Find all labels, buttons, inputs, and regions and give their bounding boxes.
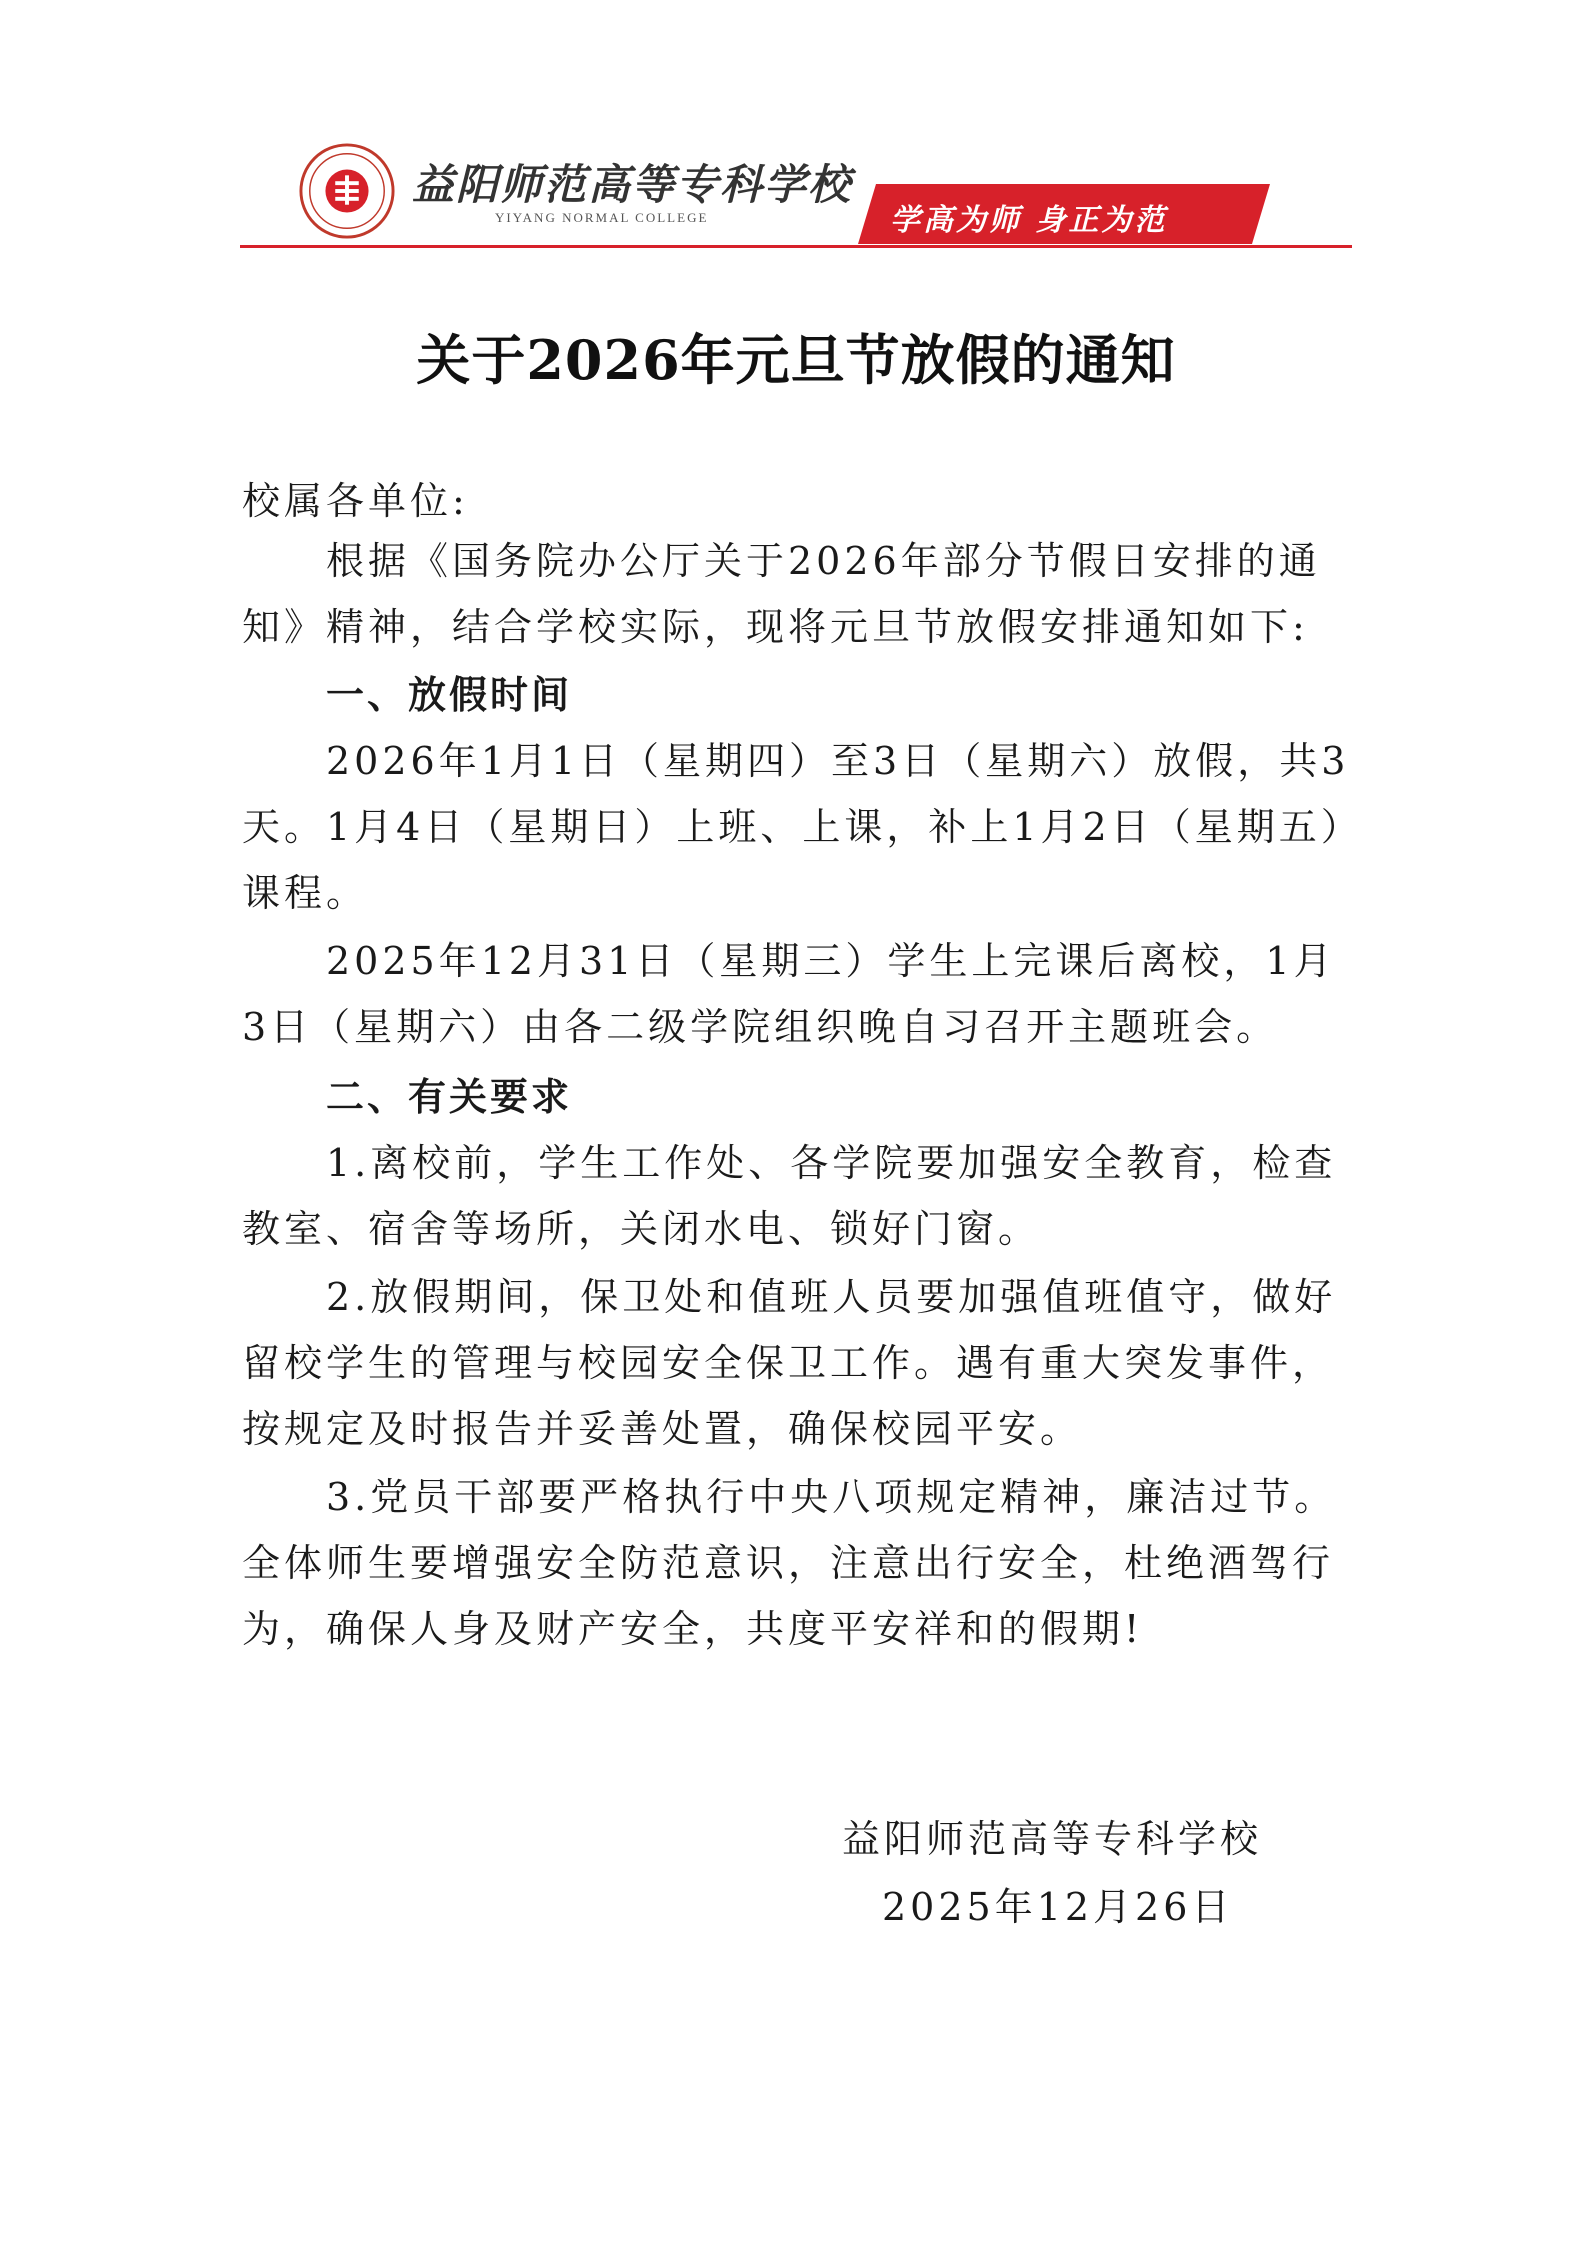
school-motto: 学高为师 身正为范 bbox=[890, 203, 1168, 238]
school-name: 益阳师范高等专科学校 bbox=[412, 160, 853, 209]
salutation: 校属各单位: bbox=[242, 479, 469, 523]
requirement-item-2: 2.放假期间，保卫处和值班人员要加强值班值守，做好留校学生的管理与校园安全保卫工作。遇有重大突发事件，按规定及时报告并妥善处置，确保校园平安。 bbox=[242, 1275, 1337, 1451]
document-title: 关于2026年元旦节放假的通知 bbox=[416, 328, 1176, 392]
signature-date: 2025年12月26日 bbox=[882, 1885, 1234, 1929]
signature-organization: 益阳师范高等专科学校 bbox=[842, 1817, 1263, 1861]
section-heading-time: 一、放假时间 bbox=[326, 673, 573, 717]
intro-paragraph: 根据《国务院办公厅关于2026年部分节假日安排的通知》精神，结合学校实际，现将元旦节放假安排通知如下: bbox=[242, 539, 1321, 649]
requirement-item-1: 1.离校前，学生工作处、各学院要加强安全教育，检查教室、宿舍等场所，关闭水电、锁好门窗。 bbox=[242, 1141, 1337, 1251]
section-heading-requirements: 二、有关要求 bbox=[326, 1075, 573, 1119]
student-departure-paragraph: 2025年12月31日（星期三）学生上完课后离校，1月3日（星期六）由各二级学院组织晚自习召开主题班会。 bbox=[242, 939, 1336, 1049]
letterhead bbox=[240, 140, 1352, 250]
school-name-english: YIYANG NORMAL COLLEGE bbox=[495, 210, 709, 225]
school-seal-logo bbox=[298, 142, 396, 240]
header-divider bbox=[240, 245, 1352, 248]
holiday-schedule-paragraph: 2026年1月1日（星期四）至3日（星期六）放假，共3天。1月4日（星期日）上班、上课，补上1月2日（星期五）课程。 bbox=[242, 739, 1350, 915]
requirement-item-3: 3.党员干部要严格执行中央八项规定精神，廉洁过节。全体师生要增强安全防范意识，注意出行安全，杜绝酒驾行为，确保人身及财产安全，共度平安祥和的假期! bbox=[242, 1475, 1337, 1651]
